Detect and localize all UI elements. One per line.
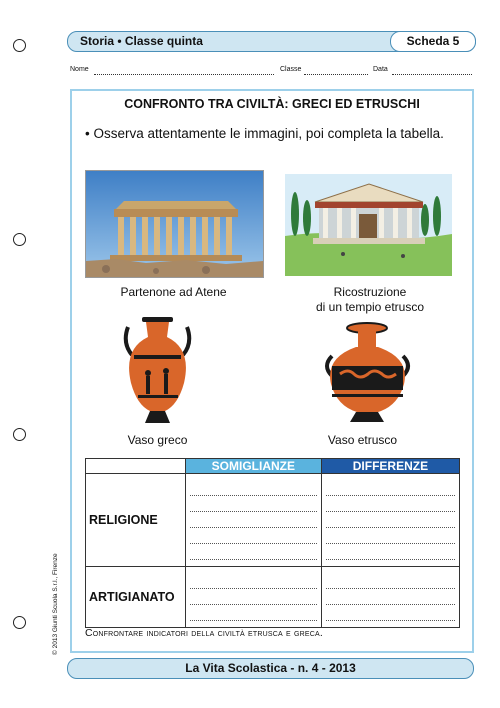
temple-caption-line1: Ricostruzione — [333, 285, 407, 299]
greek-vase-image — [120, 315, 195, 425]
craft-similarities-cell[interactable] — [185, 567, 321, 628]
date-field[interactable] — [392, 74, 472, 75]
parthenon-caption: Partenone ad Atene — [120, 285, 227, 299]
etruscan-vase-caption: Vaso etrusco — [327, 433, 398, 447]
binder-hole-4 — [13, 616, 26, 629]
class-label: Classe — [280, 66, 302, 73]
name-field[interactable] — [94, 74, 274, 75]
religion-row-label: RELIGIONE — [86, 474, 186, 567]
differences-header: DIFFERENZE — [321, 459, 459, 474]
copyright-notice: © 2013 Giunti Scuola S.r.l., Firenze — [52, 553, 59, 655]
sheet-number: Scheda 5 — [390, 31, 476, 52]
binder-hole-2 — [13, 233, 26, 246]
craft-differences-cell[interactable] — [321, 567, 459, 628]
comparison-table — [85, 458, 460, 628]
subject-label: Storia • Classe quinta — [80, 34, 203, 48]
etruscan-temple-image — [285, 174, 452, 276]
learning-objective-note: Confrontare indicatori della civiltà etrusca e greca. — [85, 627, 324, 639]
instruction-text: • Osserva attentamente le immagini, poi completa la tabella. — [85, 126, 444, 141]
religion-differences-cell[interactable] — [321, 474, 459, 567]
name-label: Nome — [70, 66, 89, 73]
temple-caption-line2: di un tempio etrusco — [315, 300, 425, 314]
header-band — [67, 31, 476, 52]
worksheet-title: CONFRONTO TRA CIVILTÀ: GRECI ED ETRUSCHI — [124, 97, 420, 111]
greek-vase-caption: Vaso greco — [127, 433, 188, 447]
temple-caption — [285, 285, 455, 315]
binder-hole-3 — [13, 428, 26, 441]
parthenon-image — [85, 170, 264, 278]
craft-row-label: ARTIGIANATO — [86, 567, 186, 628]
class-field[interactable] — [304, 74, 368, 75]
etruscan-vase-image — [320, 322, 415, 426]
footer-band: La Vita Scolastica - n. 4 - 2013 — [67, 658, 474, 679]
religion-similarities-cell[interactable] — [185, 474, 321, 567]
student-fields — [70, 66, 475, 78]
table-corner-cell — [86, 459, 186, 474]
similarities-header: SOMIGLIANZE — [185, 459, 321, 474]
date-label: Data — [373, 66, 388, 73]
binder-hole-1 — [13, 39, 26, 52]
